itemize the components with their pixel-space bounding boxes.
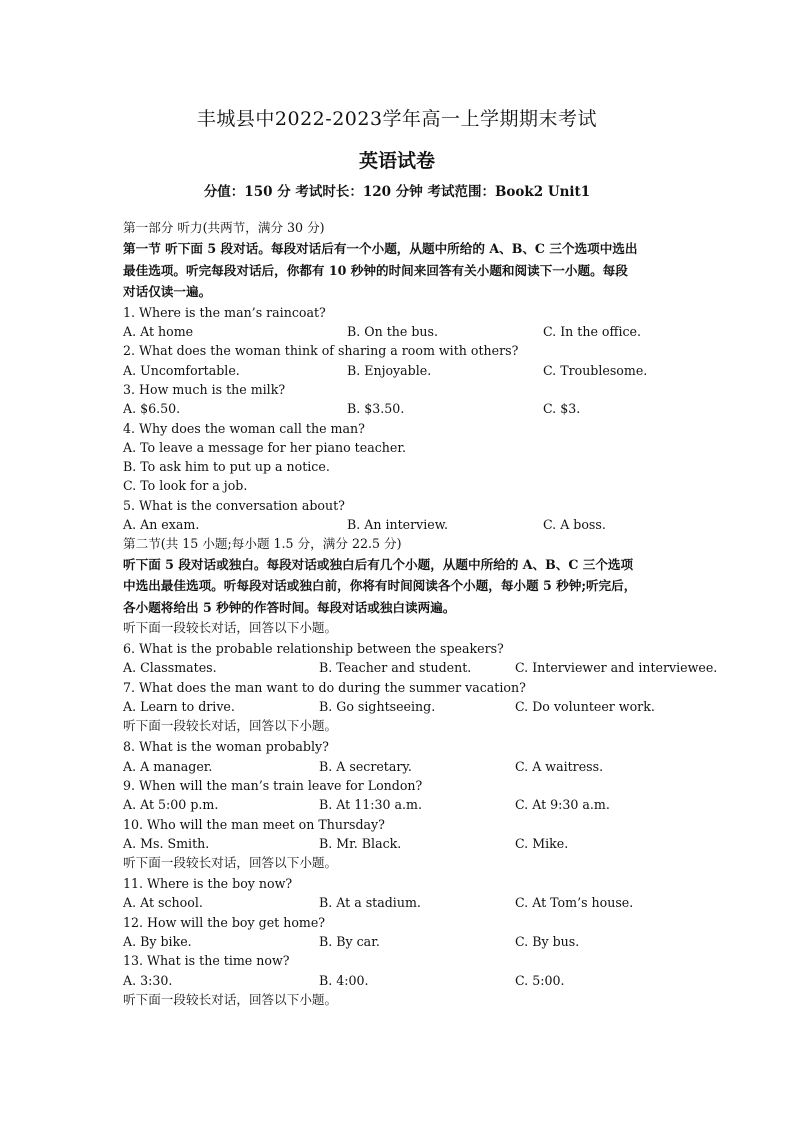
option-c: C. 5:00.: [515, 972, 565, 988]
option-c: C. Interviewer and interviewee.: [515, 660, 718, 676]
options-12: [123, 932, 745, 951]
option-a: A. To leave a message for her piano teacher.: [123, 439, 406, 455]
options-3: [123, 399, 745, 418]
question-13: 13. What is the time now?: [123, 953, 290, 969]
question-5: 5. What is the conversation about?: [123, 497, 345, 513]
question-8: 8. What is the woman probably?: [123, 739, 329, 755]
section2-instructions: [123, 554, 745, 619]
question-4: 4. Why does the woman call the man?: [123, 420, 365, 436]
option-c: C. By bus.: [515, 934, 580, 950]
listen-prompt: 听下面一段较长对话，回答以下小题。: [123, 855, 338, 871]
option-b: B. By car.: [319, 934, 380, 950]
option-a: A. 3:30.: [123, 972, 173, 988]
exam-content: [123, 218, 745, 1011]
options-5: [123, 515, 745, 534]
option-c: C. Troublesome.: [543, 362, 648, 378]
section1-line: 对话仅读一遍。: [123, 284, 212, 300]
options-10: [123, 834, 745, 853]
exam-title: 丰城县中2022-2023学年高一上学期期末考试: [196, 108, 598, 130]
part1-heading: 第一部分 听力(共两节，满分 30 分): [123, 220, 325, 235]
option-a: A. A manager.: [123, 758, 213, 774]
options-7: [123, 697, 745, 716]
listen-prompt: 听下面一段较长对话，回答以下小题。: [123, 620, 338, 636]
section2-line: 各小题将给出 5 秒钟的作答时间。每段对话或独白读两遍。: [123, 599, 456, 615]
question-10: 10. Who will the man meet on Thursday?: [123, 816, 385, 832]
listen-prompt: 听下面一段较长对话，回答以下小题。: [123, 991, 338, 1007]
option-a: A. By bike.: [123, 934, 192, 950]
option-c: C. In the office.: [543, 324, 641, 340]
option-b: B. At 11:30 a.m.: [319, 797, 422, 813]
options-11: [123, 893, 745, 912]
section2-line: 中选出最佳选项。听每段对话或独白前，你将有时间阅读各个小题，每小题 5 秒钟;听完后，: [123, 578, 637, 594]
option-a: A. Learn to drive.: [123, 699, 235, 715]
option-c: C. A waitress.: [515, 758, 604, 774]
option-c: C. At 9:30 a.m.: [515, 797, 610, 813]
option-c: C. To look for a job.: [123, 478, 248, 494]
question-9: 9. When will the man’s train leave for London?: [123, 777, 423, 793]
option-b: B. To ask him to put up a notice.: [123, 459, 330, 475]
question-6: 6. What is the probable relationship between the speakers?: [123, 641, 504, 657]
option-b: B. Teacher and student.: [319, 660, 472, 676]
options-9: [123, 795, 745, 814]
section1-line: 第一节 听下面 5 段对话。每段对话后有一个小题，从题中所给的 A、B、C 三个选项中选出: [123, 241, 638, 257]
option-b: B. On the bus.: [347, 324, 438, 340]
option-a: A. Uncomfortable.: [123, 362, 240, 378]
option-b: B. At a stadium.: [319, 895, 421, 911]
option-c: C. Do volunteer work.: [515, 699, 655, 715]
options-8: [123, 757, 745, 776]
question-7: 7. What does the man want to do during the summer vacation?: [123, 679, 526, 695]
option-a: A. At home: [123, 324, 194, 340]
question-3: 3. How much is the milk?: [123, 381, 286, 397]
option-c: C. At Tom’s house.: [515, 895, 634, 911]
option-b: B. Mr. Black.: [319, 835, 402, 851]
section1-instructions: [123, 238, 745, 303]
section2-line: 听下面 5 段对话或独白。每段对话或独白后有几个小题，从题中所给的 A、B、C 三个选项: [123, 556, 634, 572]
option-a: A. An exam.: [123, 517, 200, 533]
option-c: C. $3.: [543, 401, 581, 417]
option-b: B. Go sightseeing.: [319, 699, 436, 715]
option-b: B. Enjoyable.: [347, 362, 432, 378]
options-6: [123, 658, 745, 677]
options-13: [123, 971, 745, 990]
option-a: A. At 5:00 p.m.: [123, 797, 219, 813]
question-1: 1. Where is the man’s raincoat?: [123, 304, 326, 320]
option-b: B. $3.50.: [347, 401, 405, 417]
option-b: B. 4:00.: [319, 972, 369, 988]
option-a: A. Ms. Smith.: [123, 835, 210, 851]
option-b: B. A secretary.: [319, 758, 412, 774]
options-1: [123, 322, 745, 341]
section1-line: 最佳选项。听完每段对话后，你都有 10 秒钟的时间来回答有关小题和阅读下一小题。每段: [123, 262, 628, 278]
exam-subject: 英语试卷: [358, 150, 435, 172]
question-2: 2. What does the woman think of sharing a room with others?: [123, 343, 519, 359]
option-a: A. At school.: [123, 895, 203, 911]
option-b: B. An interview.: [347, 517, 449, 533]
options-2: [123, 361, 745, 380]
option-c: C. Mike.: [515, 835, 569, 851]
option-a: A. Classmates.: [123, 660, 217, 676]
exam-meta: 分值：150 分 考试时长：120 分钟 考试范围：Book2 Unit1: [203, 184, 591, 200]
section2-heading: 第二节(共 15 小题;每小题 1.5 分，满分 22.5 分): [123, 536, 402, 552]
option-c: C. A boss.: [543, 517, 606, 533]
question-11: 11. Where is the boy now?: [123, 876, 293, 892]
option-a: A. $6.50.: [123, 401, 181, 417]
question-12: 12. How will the boy get home?: [123, 914, 326, 930]
listen-prompt: 听下面一段较长对话，回答以下小题。: [123, 718, 338, 734]
